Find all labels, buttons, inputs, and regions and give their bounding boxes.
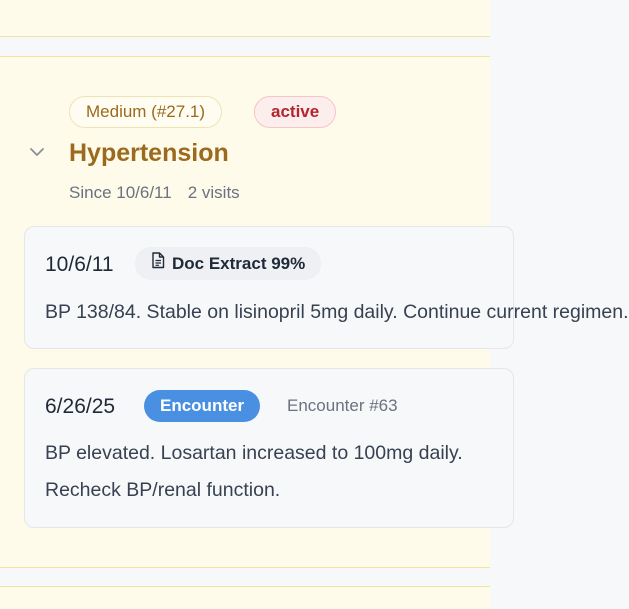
severity-badge: Medium (#27.1) xyxy=(69,96,222,128)
visit-count: 2 visits xyxy=(187,183,240,202)
condition-meta xyxy=(69,181,240,205)
encounter-type-badge: Encounter xyxy=(144,390,260,422)
previous-condition-panel xyxy=(0,0,490,37)
timeline-entry[interactable] xyxy=(24,226,629,349)
condition-title: Hypertension xyxy=(69,139,229,167)
entry-date: 10/6/11 xyxy=(45,253,114,276)
entry-note: BP 138/84. Stable on lisinopril 5mg daily. Continue current regimen. xyxy=(45,301,629,323)
timeline-entry[interactable] xyxy=(24,368,514,528)
encounter-reference[interactable]: Encounter #63 xyxy=(287,396,398,415)
source-badge xyxy=(135,247,321,280)
next-condition-panel xyxy=(0,586,490,609)
chevron-down-icon[interactable] xyxy=(26,141,48,163)
document-icon xyxy=(151,247,165,280)
since-date: Since 10/6/11 xyxy=(69,183,172,202)
entry-date: 6/26/25 xyxy=(45,395,116,418)
status-badge: active xyxy=(254,96,336,128)
entry-note: BP elevated. Losartan increased to 100mg daily. Recheck BP/renal function. xyxy=(45,442,463,501)
source-label: Doc Extract 99% xyxy=(172,254,306,273)
